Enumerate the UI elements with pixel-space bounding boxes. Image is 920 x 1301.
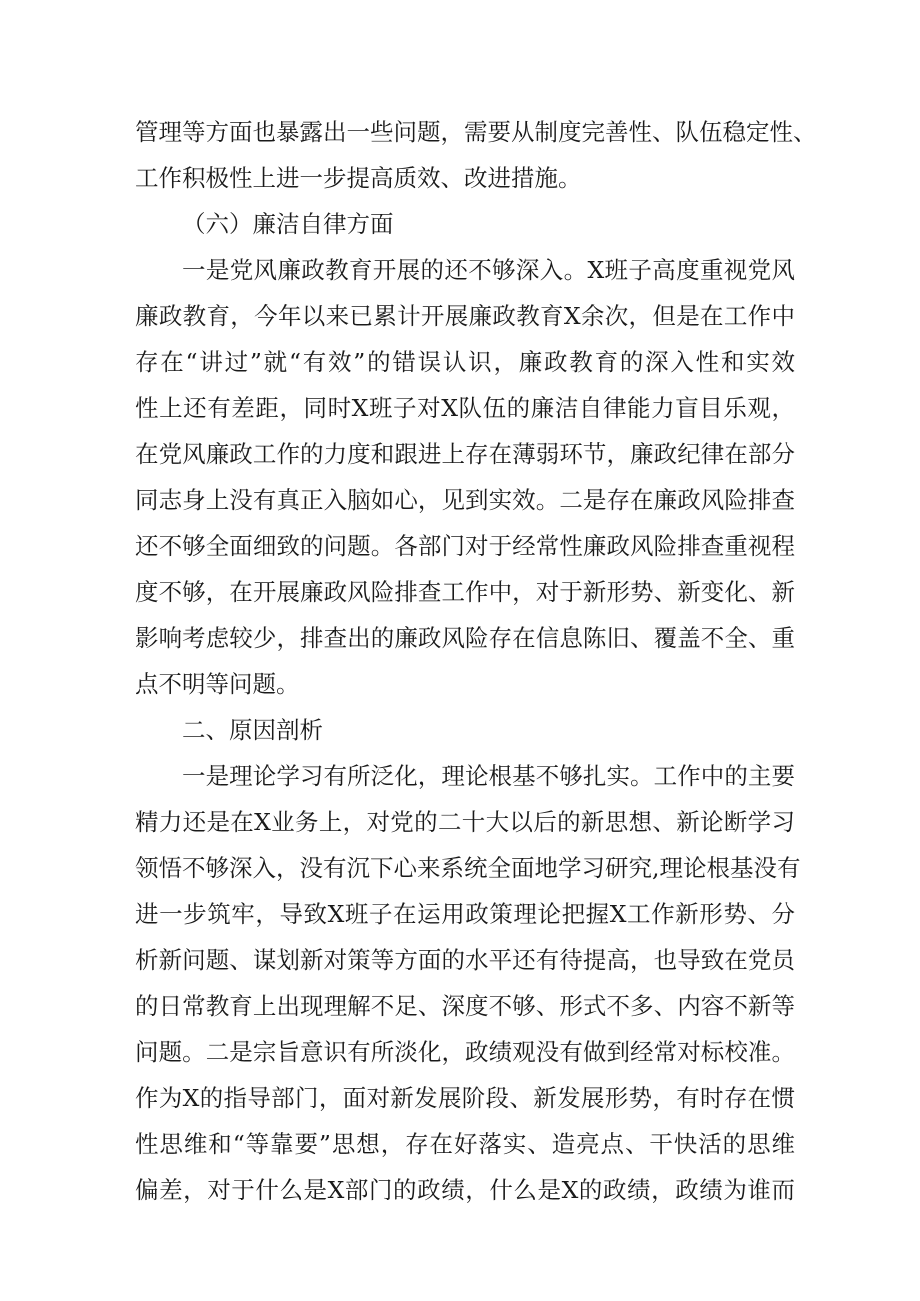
text-line: 管理等方面也暴露出一些问题，需要从制度完善性、队伍稳定性、 (135, 118, 817, 146)
text-line: 存在“讲过”就“有效”的错误认识，廉政教育的深入性和实效 (135, 348, 795, 376)
text-line: 一是理论学习有所泛化，理论根基不够扎实。工作中的主要 (182, 762, 795, 790)
text-line: 一是党风廉政教育开展的还不够深入。X班子高度重视党风 (182, 256, 795, 284)
text-line: 廉政教育，今年以来已累计开展廉政教育X余次，但是在工作中 (135, 302, 795, 330)
section-heading: （六）廉洁自律方面 (182, 210, 394, 238)
text-line: 偏差，对于什么是X部门的政绩，什么是X的政绩，政绩为谁而 (135, 1176, 795, 1204)
text-line: 作为X的指导部门，面对新发展阶段、新发展形势，有时存在惯 (135, 1084, 795, 1112)
text-line: 影响考虑较少，排查出的廉政风险存在信息陈旧、覆盖不全、重 (135, 624, 795, 652)
text-line: 在党风廉政工作的力度和跟进上存在薄弱环节，廉政纪律在部分 (135, 440, 795, 468)
section-heading: 二、原因剖析 (182, 716, 323, 744)
text-line: 进一步筑牢，导致X班子在运用政策理论把握X工作新形势、分 (135, 900, 795, 928)
text-line: 析新问题、谋划新对策等方面的水平还有待提高，也导致在党员 (135, 946, 795, 974)
text-line: 工作积极性上进一步提高质效、改进措施。 (135, 164, 582, 192)
text-line: 领悟不够深入，没有沉下心来系统全面地学习研究,理论根基没有 (135, 854, 801, 882)
text-line: 性思维和“等靠要”思想，存在好落实、造亮点、干快活的思维 (135, 1130, 795, 1158)
text-line: 同志身上没有真正入脑如心，见到实效。二是存在廉政风险排查 (135, 486, 795, 514)
text-line: 问题。二是宗旨意识有所淡化，政绩观没有做到经常对标校准。 (135, 1038, 795, 1066)
text-line: 点不明等问题。 (135, 670, 300, 698)
text-line: 度不够，在开展廉政风险排查工作中，对于新形势、新变化、新 (135, 578, 795, 606)
text-line: 性上还有差距，同时X班子对X队伍的廉洁自律能力盲目乐观， (135, 394, 795, 422)
text-line: 的日常教育上出现理解不足、深度不够、形式不多、内容不新等 (135, 992, 795, 1020)
text-line: 精力还是在X业务上，对党的二十大以后的新思想、新论断学习 (135, 808, 795, 836)
text-line: 还不够全面细致的问题。各部门对于经常性廉政风险排查重视程 (135, 532, 795, 560)
